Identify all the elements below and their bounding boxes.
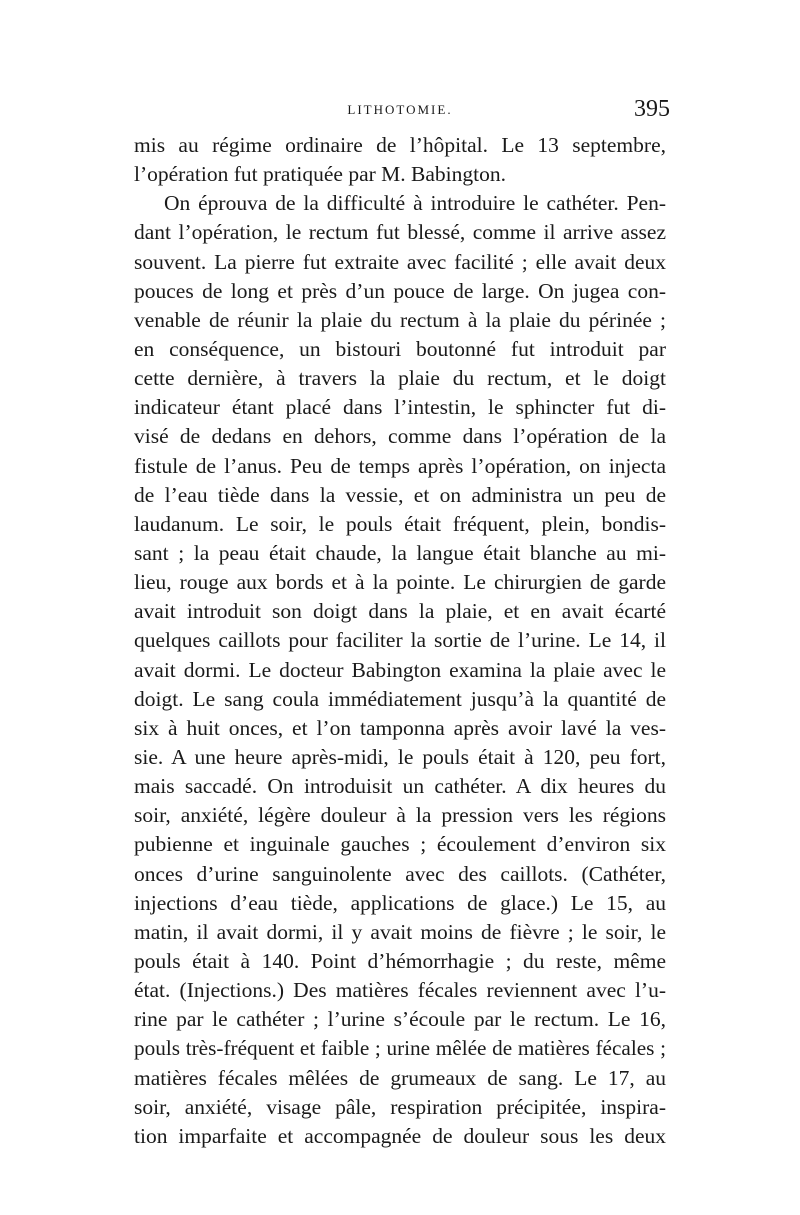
body-text <box>134 131 666 1151</box>
text-line: laudanum. Le soir, le pouls était fréquent, plein, bondis- <box>134 511 666 536</box>
text-line: matières fécales mêlées de grumeaux de sang. Le 17, au <box>134 1065 666 1090</box>
text-line: l’opération fut pratiquée par M. Babington. <box>134 162 506 187</box>
text-line: sant ; la peau était chaude, la langue était blanche au mi- <box>134 540 666 565</box>
text-line: soir, anxiété, légère douleur à la pression vers les régions <box>134 803 666 828</box>
text-line: pouces de long et près d’un pouce de large. On jugea con- <box>134 278 666 303</box>
text-line: avait introduit son doigt dans la plaie, et en avait écarté <box>134 599 666 624</box>
text-line: avait dormi. Le docteur Babington examina la plaie avec le <box>134 657 666 682</box>
text-line: pubienne et inguinale gauches ; écoulement d’environ six <box>134 832 666 857</box>
text-line: lieu, rouge aux bords et à la pointe. Le chirurgien de garde <box>134 570 666 595</box>
running-head <box>130 98 670 126</box>
text-line: fistule de l’anus. Peu de temps après l’opération, on injecta <box>134 453 666 478</box>
text-line: pouls très-fréquent et faible ; urine mêlée de matières fécales ; <box>134 1036 666 1061</box>
page-number: 395 <box>634 96 670 122</box>
text-line: doigt. Le sang coula immédiatement jusqu’à la quantité de <box>134 686 666 711</box>
text-line: cette dernière, à travers la plaie du rectum, et le doigt <box>134 366 666 391</box>
text-line: sie. A une heure après-midi, le pouls était à 120, peu fort, <box>134 744 666 769</box>
text-line: souvent. La pierre fut extraite avec facilité ; elle avait deux <box>134 249 666 274</box>
text-line: mais saccadé. On introduisit un cathéter. A dix heures du <box>134 774 666 799</box>
text-line: quelques caillots pour faciliter la sortie de l’urine. Le 14, il <box>134 628 666 653</box>
text-line: soir, anxiété, visage pâle, respiration précipitée, inspira- <box>134 1094 666 1119</box>
text-line: tion imparfaite et accompagnée de douleur sous les deux <box>134 1123 666 1148</box>
text-line: état. (Injections.) Des matières fécales reviennent avec l’u- <box>134 978 666 1003</box>
text-line: venable de réunir la plaie du rectum à la plaie du périnée ; <box>134 307 666 332</box>
text-line: dant l’opération, le rectum fut blessé, comme il arrive assez <box>134 220 666 245</box>
text-line: visé de dedans en dehors, comme dans l’opération de la <box>134 424 666 449</box>
running-title: LITHOTOMIE. <box>347 102 453 117</box>
text-line: six à huit onces, et l’on tamponna après avoir lavé la ves- <box>134 715 666 740</box>
text-line: indicateur étant placé dans l’intestin, le sphincter fut di- <box>134 395 666 420</box>
text-line: pouls était à 140. Point d’hémorrhagie ; du reste, même <box>134 948 666 973</box>
text-line: mis au régime ordinaire de l’hôpital. Le 13 septembre, <box>134 133 666 157</box>
text-line: rine par le cathéter ; l’urine s’écoule par le rectum. Le 16, <box>134 1007 666 1032</box>
text-line: injections d’eau tiède, applications de glace.) Le 15, au <box>134 890 666 915</box>
text-line: de l’eau tiède dans la vessie, et on administra un peu de <box>134 482 666 507</box>
text-line: en conséquence, un bistouri boutonné fut introduit par <box>134 336 666 361</box>
text-line: matin, il avait dormi, il y avait moins de fièvre ; le soir, le <box>134 919 666 944</box>
text-line: onces d’urine sanguinolente avec des caillots. (Cathéter, <box>134 861 666 886</box>
text-line: On éprouva de la difficulté à introduire le cathéter. Pen- <box>164 191 666 216</box>
